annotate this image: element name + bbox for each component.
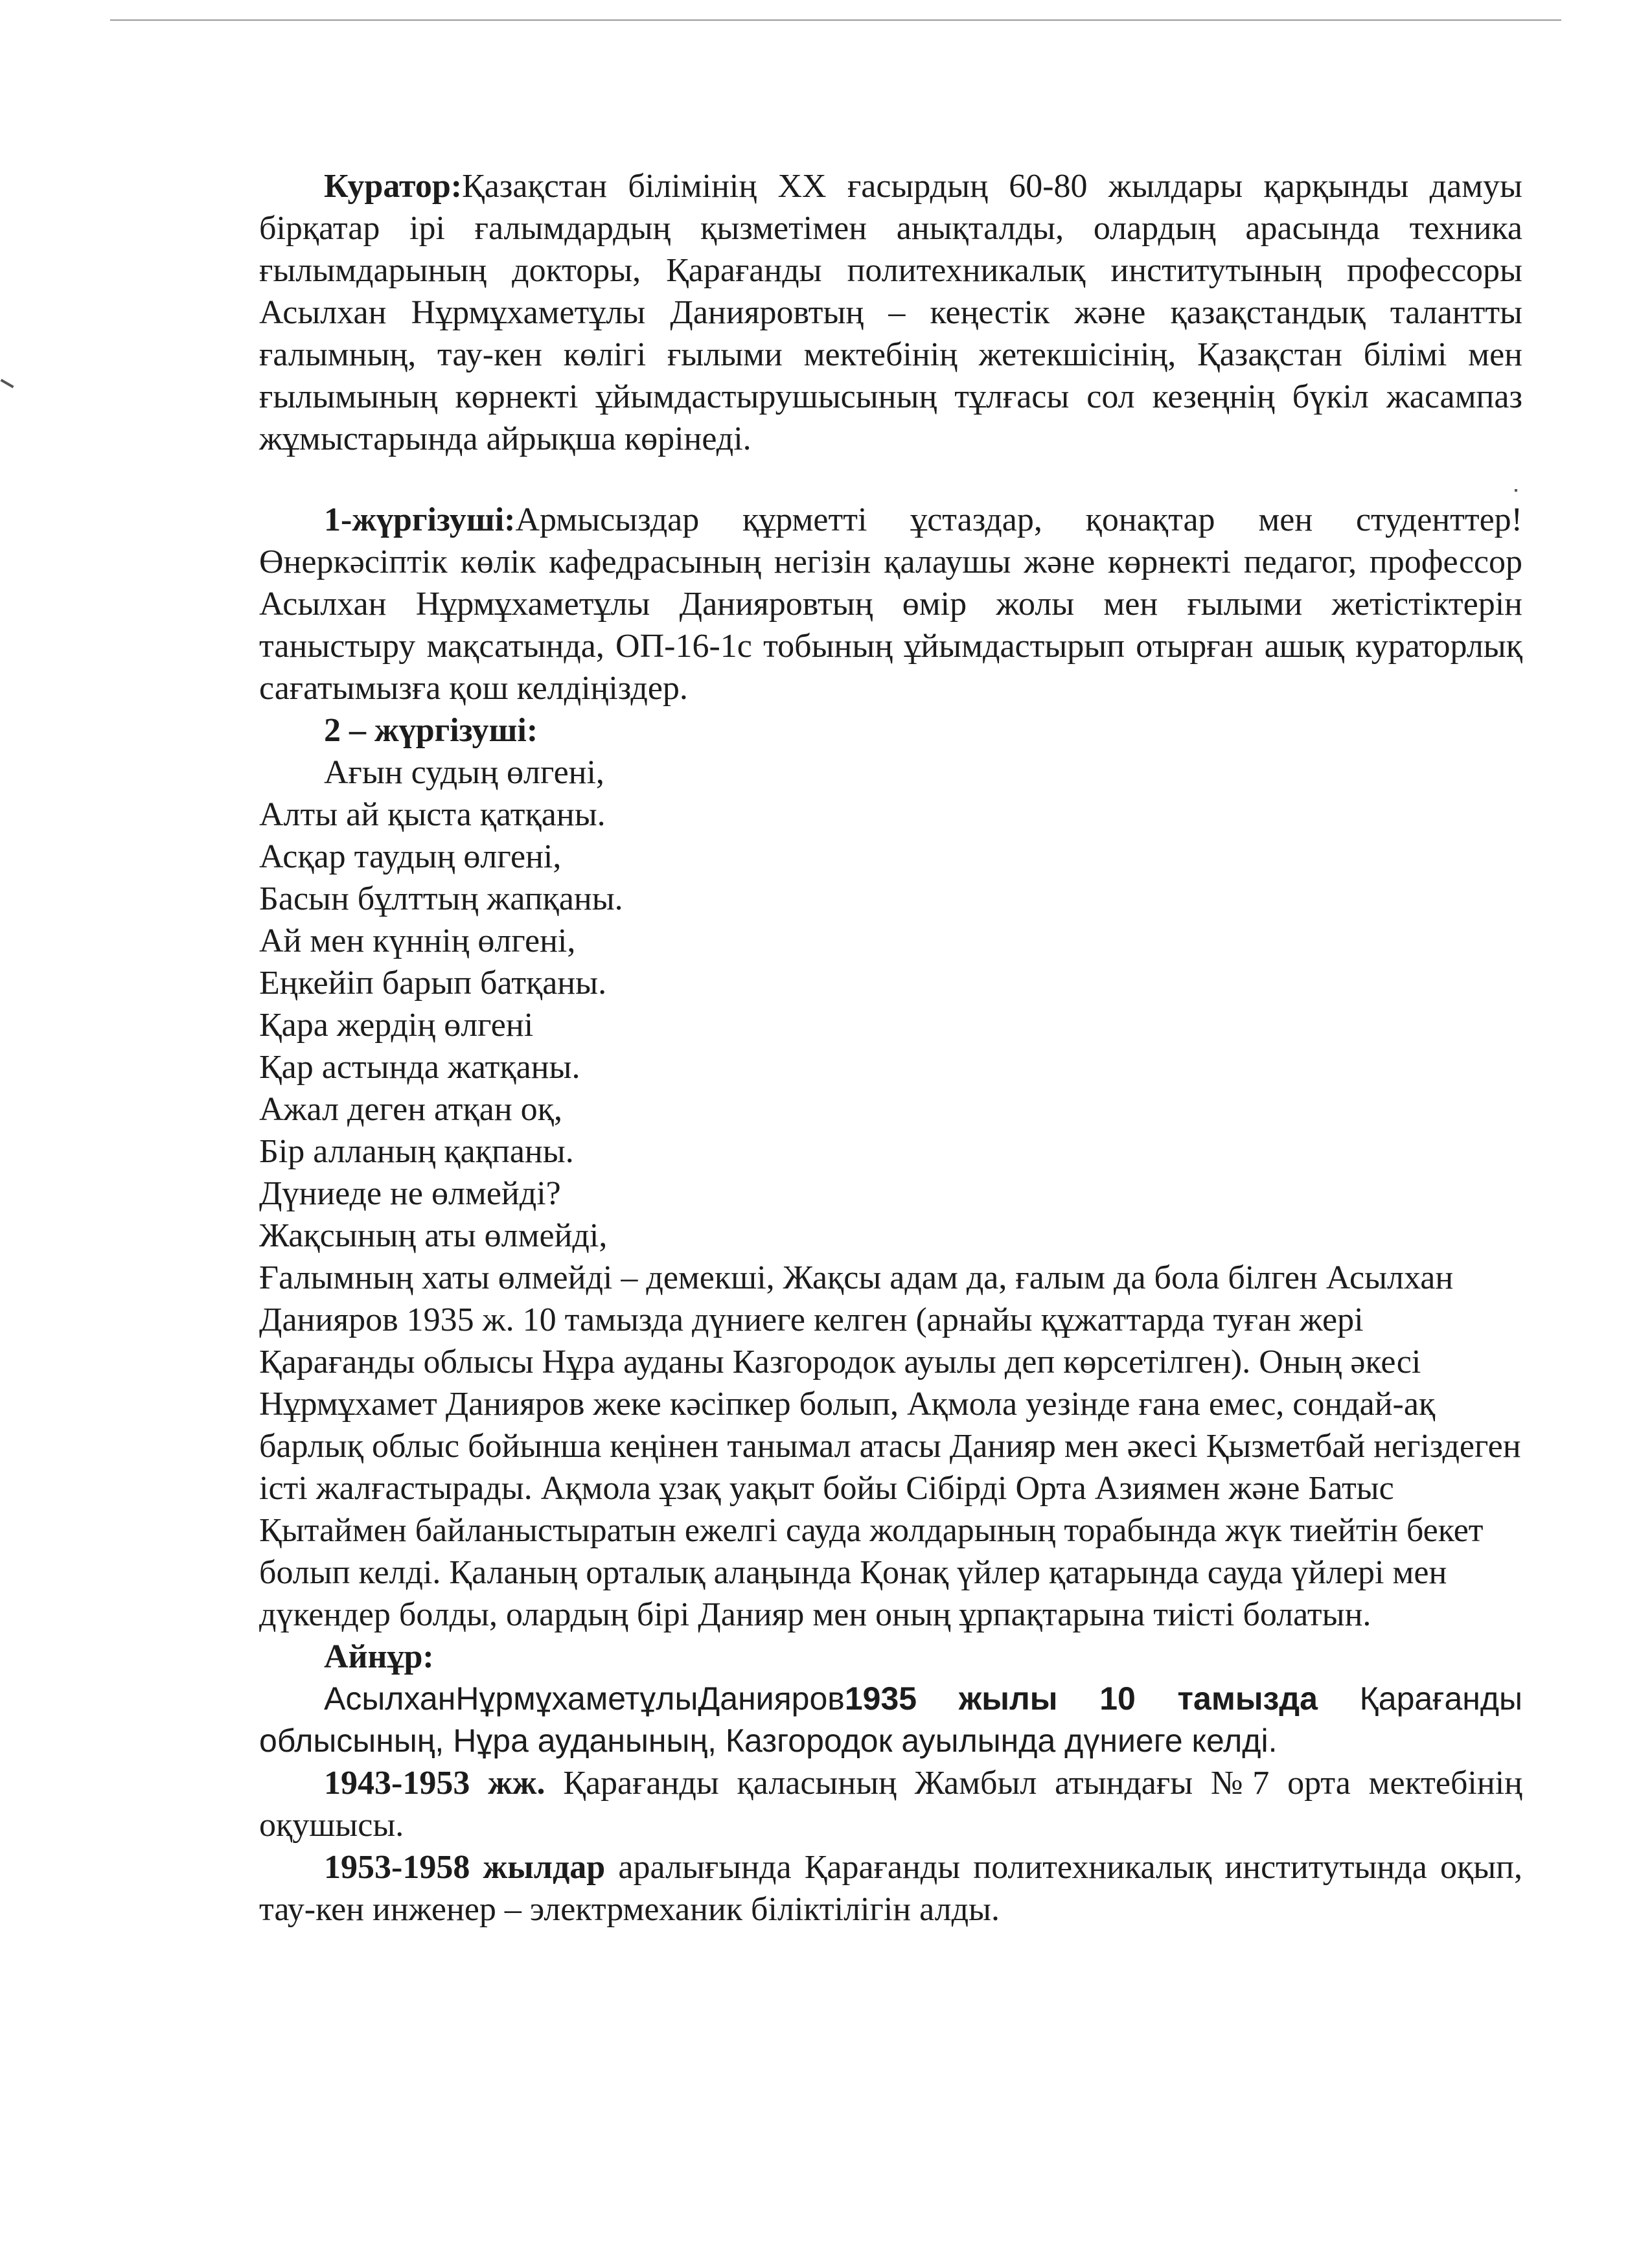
ainur-intro (259, 1678, 1522, 1762)
biography-paragraph: Ғалымның хаты өлмейді – демекші, Жақсы адам да, ғалым да бола білген Асылхан Данияров 1935 ж. 10 тамызда дүниеге келген (арнайы құжаттарда туған жері Қарағанды облысы Нұра ауданы Казгородок ауылы деп көрсетілген). Оның әкесі Нұрмұхамет Данияров жеке кәсіпкер болып, Ақмола уезінде ғана емес, сондай-ақ барлық облыс бойынша кеңінен танымал атасы Данияр мен әкесі Қызметбай негіздеген істі жалғастырады. Ақмола ұзақ уақыт бойы Сібірді Орта Азиямен және Батыс Қытаймен байланыстыратын ежелгі сауда жолдарының торабында жүк тиейтін бекет болып келді. Қаланың орталық алаңында Қонақ үйлер қатарында сауда үйлері мен дүкендер болды, олардың бірі Данияр мен оның ұрпақтарына тиісті болатын. (259, 1259, 1521, 1633)
poem-line: Басын бұлттың жапқаны. (259, 880, 623, 917)
host1-paragraph (259, 499, 1522, 709)
poem-line: Дүниеде не өлмейді? (259, 1175, 561, 1212)
host1-label: 1-жүргізуші: (324, 501, 516, 538)
curator-text: Қазақстан білімінің XX ғасырдың 60-80 жылдары қарқынды дамуы бірқатар ірі ғалымдардың қызметімен анықталды, олардың арасында техника ғылымдарының докторы, Қарағанды политехникалық институтының профессоры Асылхан Нұрмұхаметұлы Данияровтың – кеңестік және қазақстандық талантты ғалымның, тау-кен көлігі ғылыми мектебінің жетекшісінің, Қазақстан білімі мен ғылымының көрнекті ұйымдастырушысының тұлғасы сол кезеңнің бүкіл жасампаз жұмыстарында айрықша көрінеді. (259, 168, 1522, 457)
poem-line: Қара жердің өлгені (259, 1007, 534, 1044)
intro-rest: Қарағанды облысының, Нұра ауданының, Казгородок ауылында дүниеге келді. (259, 1680, 1522, 1759)
host1-text: Армысыздар құрметті ұстаздар, қонақтар мен студенттер! Өнеркәсіптік көлік кафедрасының негізін қалаушы және көрнекті педагог, профессор Асылхан Нұрмұхаметұлы Данияровтың өмір жолы мен ғылыми жетістіктерін таныстыру мақсатында, ОП-16-1с тобының ұйымдастырып отырған ашық кураторлық сағатымызға қош келдіңіздер. (259, 501, 1522, 707)
host2-label: 2 – жүргізуші: (324, 712, 538, 749)
intro-name: АсылханНұрмұхаметұлыДанияров (324, 1680, 845, 1717)
poem (259, 751, 1522, 1257)
timeline-years: 1953-1958 жылдар (324, 1849, 606, 1886)
poem-line: Ағын судың өлгені, (324, 754, 604, 791)
poem-line: Бір алланың қақпаны. (259, 1133, 574, 1170)
curator-label: Куратор: (324, 168, 463, 205)
poem-line: Ай мен күннің өлгені, (259, 922, 576, 959)
timeline-text: Қарағанды қаласының Жамбыл атындағы №7 орта мектебінің оқушысы. (259, 1765, 1522, 1844)
ainur-label: Айнұр: (324, 1638, 434, 1675)
curator-paragraph (259, 165, 1522, 460)
poem-line: Жақсының аты өлмейді, (259, 1217, 608, 1254)
poem-line: Қар астында жатқаны. (259, 1049, 580, 1086)
intro-date: 1935 жылы 10 тамызда (844, 1680, 1318, 1717)
timeline-text: аралығында Қарағанды политехникалық институтында оқып, тау-кен инженер – электрмеханик біліктілігін алды. (259, 1849, 1522, 1928)
timeline-item (259, 1762, 1522, 1846)
timeline-years: 1943-1953 жж. (324, 1765, 545, 1802)
document-page (259, 165, 1522, 1930)
scan-speck (0, 379, 14, 388)
poem-line: Алты ай қыста қатқаны. (259, 796, 606, 833)
poem-line: Ажал деген атқан оқ, (259, 1091, 562, 1128)
poem-line: Еңкейіп барып батқаны. (259, 965, 607, 1002)
poem-line: Асқар таудың өлгені, (259, 838, 562, 875)
scan-top-edge (110, 19, 1561, 21)
timeline-item (259, 1846, 1522, 1930)
